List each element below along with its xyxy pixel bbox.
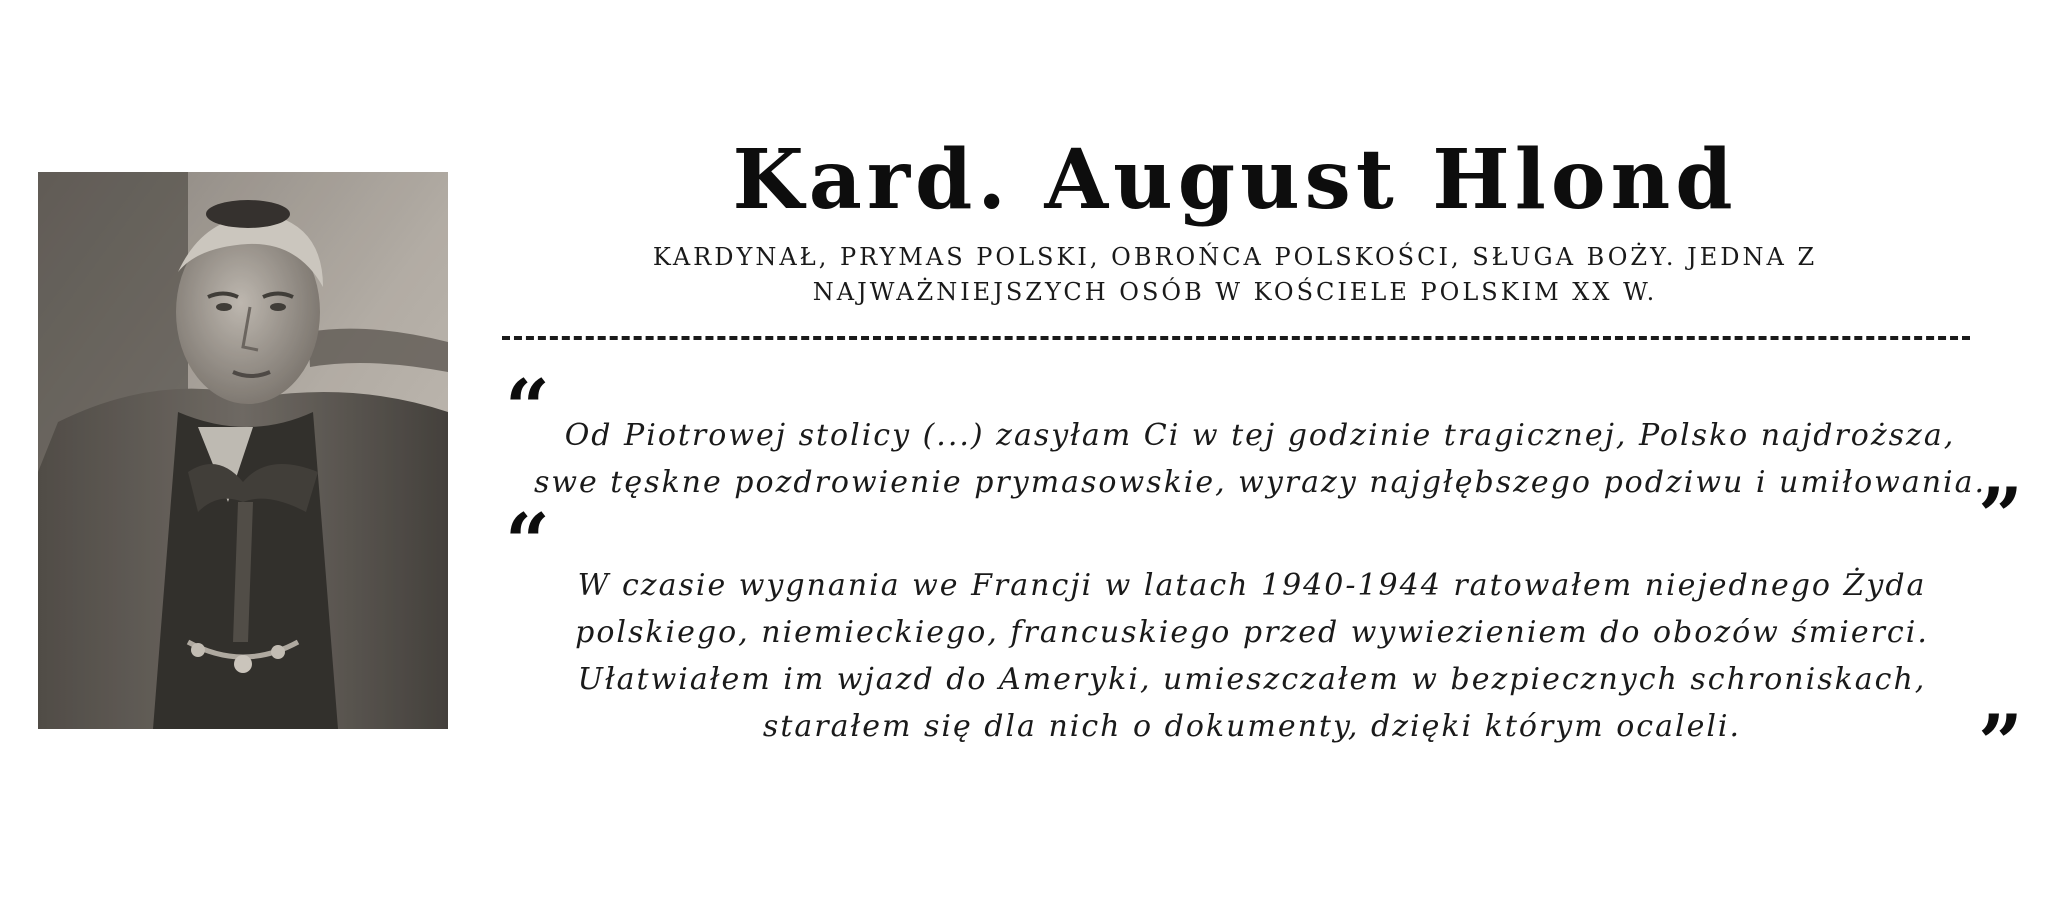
page-title: Kard. August Hlond <box>732 132 1738 228</box>
quote-2-text: W czasie wygnania we Francji w latach 1940-1944 ratowałem niejednego Żyda polskiego, niemieckiego, francuskiego przed wywiezieniem do obozów śmierci. Ułatwiałem im wjazd do Ameryki, umieszczałem w bezpiecznych schroniskach, starałem się dla nich o dokumenty, dzięki którym ocaleli. <box>575 568 1929 744</box>
close-quote-mark-1: ” <box>1978 471 2023 562</box>
header <box>500 130 1970 310</box>
page-subtitle: KARDYNAŁ, PRYMAS POLSKI, OBROŃCA POLSKOŚCI, SŁUGA BOŻY. JEDNA Z NAJWAŻNIEJSZYCH OSÓB W KOŚCIELE POLSKIM XX W. <box>652 243 1818 306</box>
open-quote-mark-2: “ <box>505 497 550 588</box>
open-quote-mark-1: “ <box>505 363 550 454</box>
close-quote-mark-2: ” <box>1978 698 2023 789</box>
portrait-photo <box>38 172 448 729</box>
quote-1-text: Od Piotrowej stolicy (...) zasyłam Ci w tej godzinie tragicznej, Polsko najdroższa, swe tęskne pozdrowienie prymasowskie, wyrazy najgłębszego podziwu i umiłowania. <box>533 418 1987 500</box>
dashed-divider <box>502 336 1970 340</box>
